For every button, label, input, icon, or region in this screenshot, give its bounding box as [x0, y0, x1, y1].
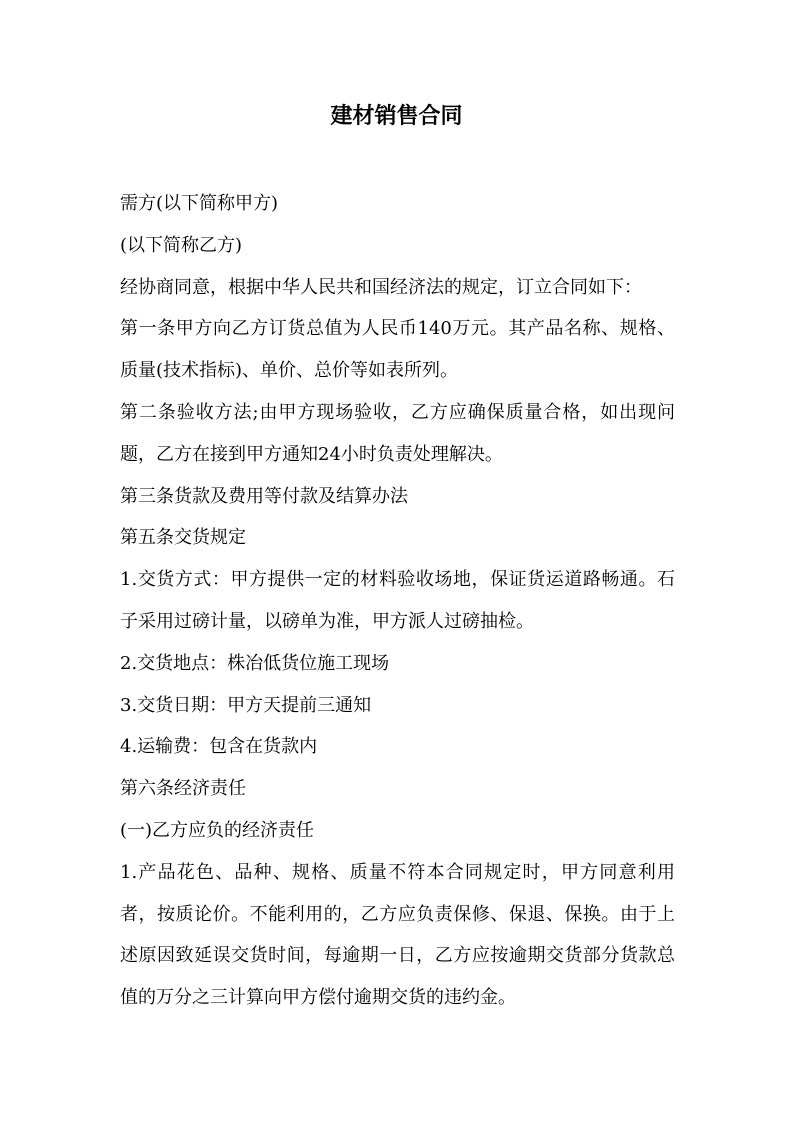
- document-title: 建材销售合同: [330, 103, 463, 129]
- paragraph-transport-fee: 4.运输费：包含在货款内: [120, 736, 318, 758]
- paragraph-delivery-method: 1.交货方式：甲方提供一定的材料验收场地，保证货运道路畅通。石子采用过磅计量，以磅单为准，甲方派人过磅抽检。: [120, 569, 675, 632]
- paragraph-liability-item-1: 1.产品花色、品种、规格、质量不符本合同规定时，甲方同意利用者，按质论价。不能利用的，乙方应负责保修、保退、保换。由于上述原因致延误交货时间，每逾期一日，乙方应按逾期交货部分货款总值的万分之三计算向甲方偿付逾期交货的违约金。: [120, 861, 675, 1009]
- paragraph-article-6: 第六条经济责任: [120, 778, 246, 800]
- paragraph-article-2: 第二条验收方法;由甲方现场验收，乙方应确保质量合格，如出现问题，乙方在接到甲方通知24小时负责处理解决。: [120, 401, 675, 465]
- paragraph-party-b-liability: (一)乙方应负的经济责任: [120, 819, 315, 841]
- paragraph-article-1: 第一条甲方向乙方订货总值为人民币140万元。其产品名称、规格、质量(技术指标)、单价、总价等如表所列。: [120, 318, 675, 382]
- document-body: [120, 183, 675, 1019]
- paragraph-delivery-date: 3.交货日期：甲方天提前三通知: [120, 694, 372, 716]
- paragraph-demand-party: 需方(以下简称甲方): [120, 193, 279, 214]
- paragraph-article-3: 第三条货款及费用等付款及结算办法: [120, 485, 408, 507]
- paragraph-delivery-location: 2.交货地点：株冶低货位施工现场: [120, 652, 390, 674]
- paragraph-article-5: 第五条交货规定: [120, 527, 246, 549]
- paragraph-supply-party: (以下简称乙方): [120, 234, 243, 256]
- paragraph-preamble: 经协商同意，根据中华人民共和国经济法的规定，订立合同如下：: [120, 276, 642, 298]
